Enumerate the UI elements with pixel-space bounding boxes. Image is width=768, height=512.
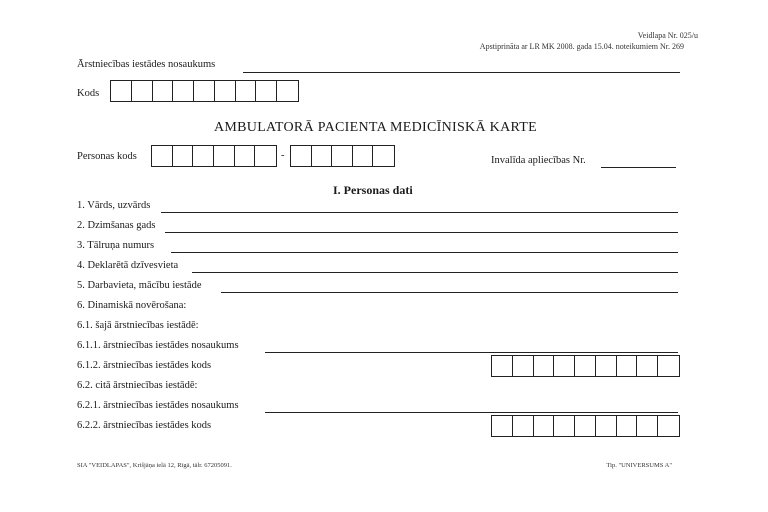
personal-code-cell[interactable] bbox=[332, 146, 353, 166]
other-institution-name-field[interactable] bbox=[265, 412, 678, 413]
personal-code-cell[interactable] bbox=[291, 146, 312, 166]
form-number: Veidlapa Nr. 025/u bbox=[637, 31, 698, 40]
code-cell[interactable] bbox=[173, 81, 194, 101]
code-cell[interactable] bbox=[132, 81, 153, 101]
this-institution-name-label: 6.1.1. ārstniecības iestādes nosaukums bbox=[77, 340, 239, 351]
personal-code-cell[interactable] bbox=[173, 146, 194, 166]
other-institution-code-label: 6.2.2. ārstniecības iestādes kods bbox=[77, 420, 212, 431]
code-cell[interactable] bbox=[617, 416, 638, 436]
institution-code-boxes[interactable] bbox=[110, 80, 299, 102]
code-cell[interactable] bbox=[153, 81, 174, 101]
this-institution-label: 6.1. šajā ārstniecības iestādē: bbox=[77, 320, 199, 331]
other-institution-code-boxes[interactable] bbox=[491, 415, 680, 437]
residence-field[interactable] bbox=[192, 272, 678, 273]
dynamic-observation-label: 6. Dinamiskā novērošana: bbox=[77, 300, 187, 311]
publisher-note: SIA "VEIDLAPAS", Krišjāņa ielā 12, Rīgā, tālr. 67205091. bbox=[77, 462, 232, 469]
code-cell[interactable] bbox=[658, 416, 679, 436]
this-institution-name-field[interactable] bbox=[265, 352, 678, 353]
disability-cert-field[interactable] bbox=[601, 167, 676, 168]
personal-code-cell[interactable] bbox=[312, 146, 333, 166]
personal-code-separator: - bbox=[281, 150, 285, 161]
code-cell[interactable] bbox=[596, 416, 617, 436]
workplace-label: 5. Darbavieta, mācību iestāde bbox=[77, 280, 202, 291]
code-cell[interactable] bbox=[554, 416, 575, 436]
full-name-field[interactable] bbox=[161, 212, 678, 213]
code-cell[interactable] bbox=[637, 356, 658, 376]
personal-code-cell[interactable] bbox=[373, 146, 394, 166]
code-cell[interactable] bbox=[513, 416, 534, 436]
phone-field[interactable] bbox=[171, 252, 678, 253]
birth-year-field[interactable] bbox=[165, 232, 678, 233]
full-name-label: 1. Vārds, uzvārds bbox=[77, 200, 151, 211]
personal-code-cell[interactable] bbox=[214, 146, 235, 166]
section-title: I. Personas dati bbox=[333, 183, 413, 197]
other-institution-label: 6.2. citā ārstniecības iestādē: bbox=[77, 380, 198, 391]
code-cell[interactable] bbox=[513, 356, 534, 376]
personal-code-label: Personas kods bbox=[77, 151, 137, 162]
institution-name-field[interactable] bbox=[243, 72, 680, 73]
code-cell[interactable] bbox=[236, 81, 257, 101]
other-institution-name-label: 6.2.1. ārstniecības iestādes nosaukums bbox=[77, 400, 239, 411]
personal-code-cell[interactable] bbox=[353, 146, 374, 166]
code-cell[interactable] bbox=[658, 356, 679, 376]
institution-name-label: Ārstniecības iestādes nosaukums bbox=[77, 59, 216, 70]
code-cell[interactable] bbox=[534, 356, 555, 376]
personal-code-right-boxes[interactable] bbox=[290, 145, 395, 167]
personal-code-cell[interactable] bbox=[193, 146, 214, 166]
code-cell[interactable] bbox=[492, 356, 513, 376]
code-cell[interactable] bbox=[575, 356, 596, 376]
institution-code-label: Kods bbox=[77, 88, 100, 99]
personal-code-cell[interactable] bbox=[255, 146, 276, 166]
code-cell[interactable] bbox=[575, 416, 596, 436]
disability-cert-label: Invalīda apliecības Nr. bbox=[491, 155, 586, 166]
birth-year-label: 2. Dzimšanas gads bbox=[77, 220, 156, 231]
residence-label: 4. Deklarētā dzīvesvieta bbox=[77, 260, 179, 271]
code-cell[interactable] bbox=[277, 81, 298, 101]
code-cell[interactable] bbox=[111, 81, 132, 101]
code-cell[interactable] bbox=[534, 416, 555, 436]
personal-code-cell[interactable] bbox=[235, 146, 256, 166]
personal-code-cell[interactable] bbox=[152, 146, 173, 166]
code-cell[interactable] bbox=[596, 356, 617, 376]
code-cell[interactable] bbox=[256, 81, 277, 101]
form-title: AMBULATORĀ PACIENTA MEDICĪNISKĀ KARTE bbox=[214, 120, 537, 135]
code-cell[interactable] bbox=[492, 416, 513, 436]
code-cell[interactable] bbox=[637, 416, 658, 436]
code-cell[interactable] bbox=[215, 81, 236, 101]
code-cell[interactable] bbox=[554, 356, 575, 376]
code-cell[interactable] bbox=[617, 356, 638, 376]
workplace-field[interactable] bbox=[221, 292, 678, 293]
code-cell[interactable] bbox=[194, 81, 215, 101]
approval-note: Apstiprināta ar LR MK 2008. gada 15.04. noteikumiem Nr. 269 bbox=[479, 42, 684, 51]
this-institution-code-label: 6.1.2. ārstniecības iestādes kods bbox=[77, 360, 212, 371]
printer-note: Tip. "UNIVERSUMS A" bbox=[606, 462, 672, 469]
this-institution-code-boxes[interactable] bbox=[491, 355, 680, 377]
phone-label: 3. Tālruņa numurs bbox=[77, 240, 155, 251]
personal-code-left-boxes[interactable] bbox=[151, 145, 277, 167]
